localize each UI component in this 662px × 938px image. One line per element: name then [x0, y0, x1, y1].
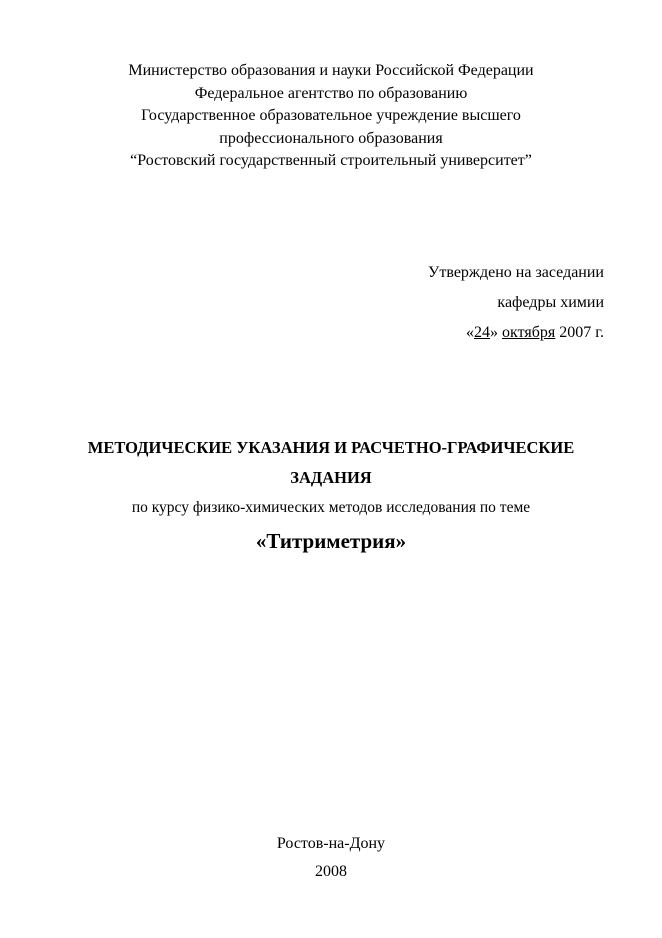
- approval-block: [428, 258, 604, 348]
- approval-date-quote-open: «: [466, 324, 475, 341]
- header-ministry: Министерство образования и науки Российской Федерации: [128, 62, 534, 79]
- footer-city: Ростов-на-Дону: [276, 835, 386, 852]
- approval-date-quote-close: »: [490, 324, 499, 341]
- document-subtitle: по курсу физико-химических методов исследования по теме: [131, 499, 531, 516]
- document-title: [0, 433, 662, 493]
- approval-line-department: кафедры химии: [497, 294, 604, 311]
- document-title-line2: ЗАДАНИЯ: [290, 468, 372, 487]
- document-topic: «Титриметрия»: [255, 529, 407, 553]
- approval-date-day: 24: [474, 324, 491, 341]
- header-university-name: “Ростовский государственный строительный университет”: [130, 152, 532, 169]
- approval-line-meeting: Утверждено на заседании: [428, 264, 604, 281]
- header-institution-type: Государственное образовательное учреждение высшего: [141, 107, 521, 124]
- header-agency: Федеральное агентство по образованию: [194, 84, 468, 102]
- approval-date: [428, 318, 604, 348]
- header-education-level: профессионального образования: [219, 129, 443, 147]
- approval-date-year: 2007 г.: [559, 324, 604, 341]
- publication-footer: [0, 830, 662, 886]
- document-title-line1: МЕТОДИЧЕСКИЕ УКАЗАНИЯ И РАСЧЕТНО-ГРАФИЧЕСКИЕ: [87, 438, 575, 457]
- institution-header: [0, 60, 662, 173]
- approval-date-month: октября: [502, 324, 556, 341]
- footer-year: 2008: [315, 863, 347, 880]
